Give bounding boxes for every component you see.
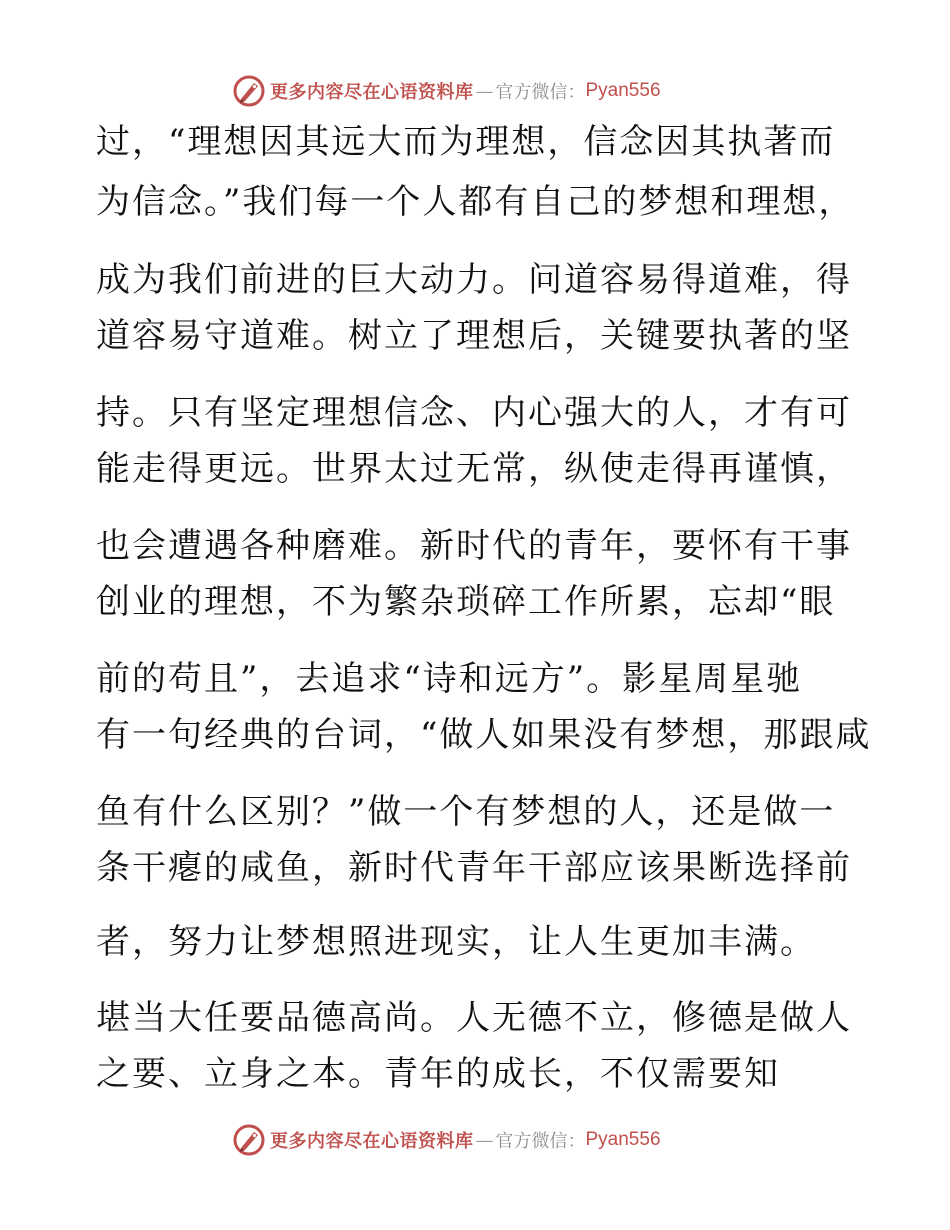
text-line: 过，“理想因其远大而为理想，信念因其执著而 — [96, 122, 836, 162]
wechat-id: Pyan556 — [585, 1129, 661, 1150]
library-text: 更多内容尽在心语资料库 — [270, 82, 474, 103]
text-line: 成为我们前进的巨大动力。问道容易得道难，得 — [96, 260, 852, 300]
footer-banner — [232, 1121, 712, 1159]
text-line: 也会遭遇各种磨难。新时代的青年，要怀有干事 — [96, 526, 852, 566]
banner-dash: — — [475, 1129, 494, 1151]
text-line: 创业的理想，不为繁杂琐碎工作所累，忘却“眼 — [96, 582, 836, 622]
text-line: 条干瘪的咸鱼，新时代青年干部应该果断选择前 — [96, 848, 852, 888]
wechat-label: 官方微信： — [495, 82, 586, 103]
text-line: 持。只有坚定理想信念、内心强大的人，才有可 — [96, 393, 852, 433]
text-line: 鱼有什么区别？”做一个有梦想的人，还是做一 — [96, 792, 836, 832]
library-text: 更多内容尽在心语资料库 — [270, 1131, 474, 1152]
pen-logo-icon — [232, 74, 266, 108]
text-line: 道容易守道难。树立了理想后，关键要执著的坚 — [96, 316, 852, 356]
text-line: 能走得更远。世界太过无常，纵使走得再谨慎， — [96, 449, 852, 489]
text-line: 前的苟且”，去追求“诗和远方”。影星周星驰 — [96, 659, 803, 699]
wechat-id: Pyan556 — [585, 80, 661, 101]
banner-dash: — — [475, 80, 494, 102]
text-line: 有一句经典的台词，“做人如果没有梦想，那跟咸 — [96, 715, 872, 755]
text-line: 者，努力让梦想照进现实，让人生更加丰满。 — [96, 922, 816, 962]
text-line: 之要、立身之本。青年的成长，不仅需要知 — [96, 1054, 780, 1094]
wechat-label: 官方微信： — [495, 1131, 586, 1152]
text-line: 堪当大任要品德高尚。人无德不立，修德是做人 — [96, 998, 852, 1038]
header-banner — [232, 72, 712, 110]
pen-logo-icon — [232, 1123, 266, 1157]
text-line: 为信念。”我们每一个人都有自己的梦想和理想， — [96, 182, 855, 222]
